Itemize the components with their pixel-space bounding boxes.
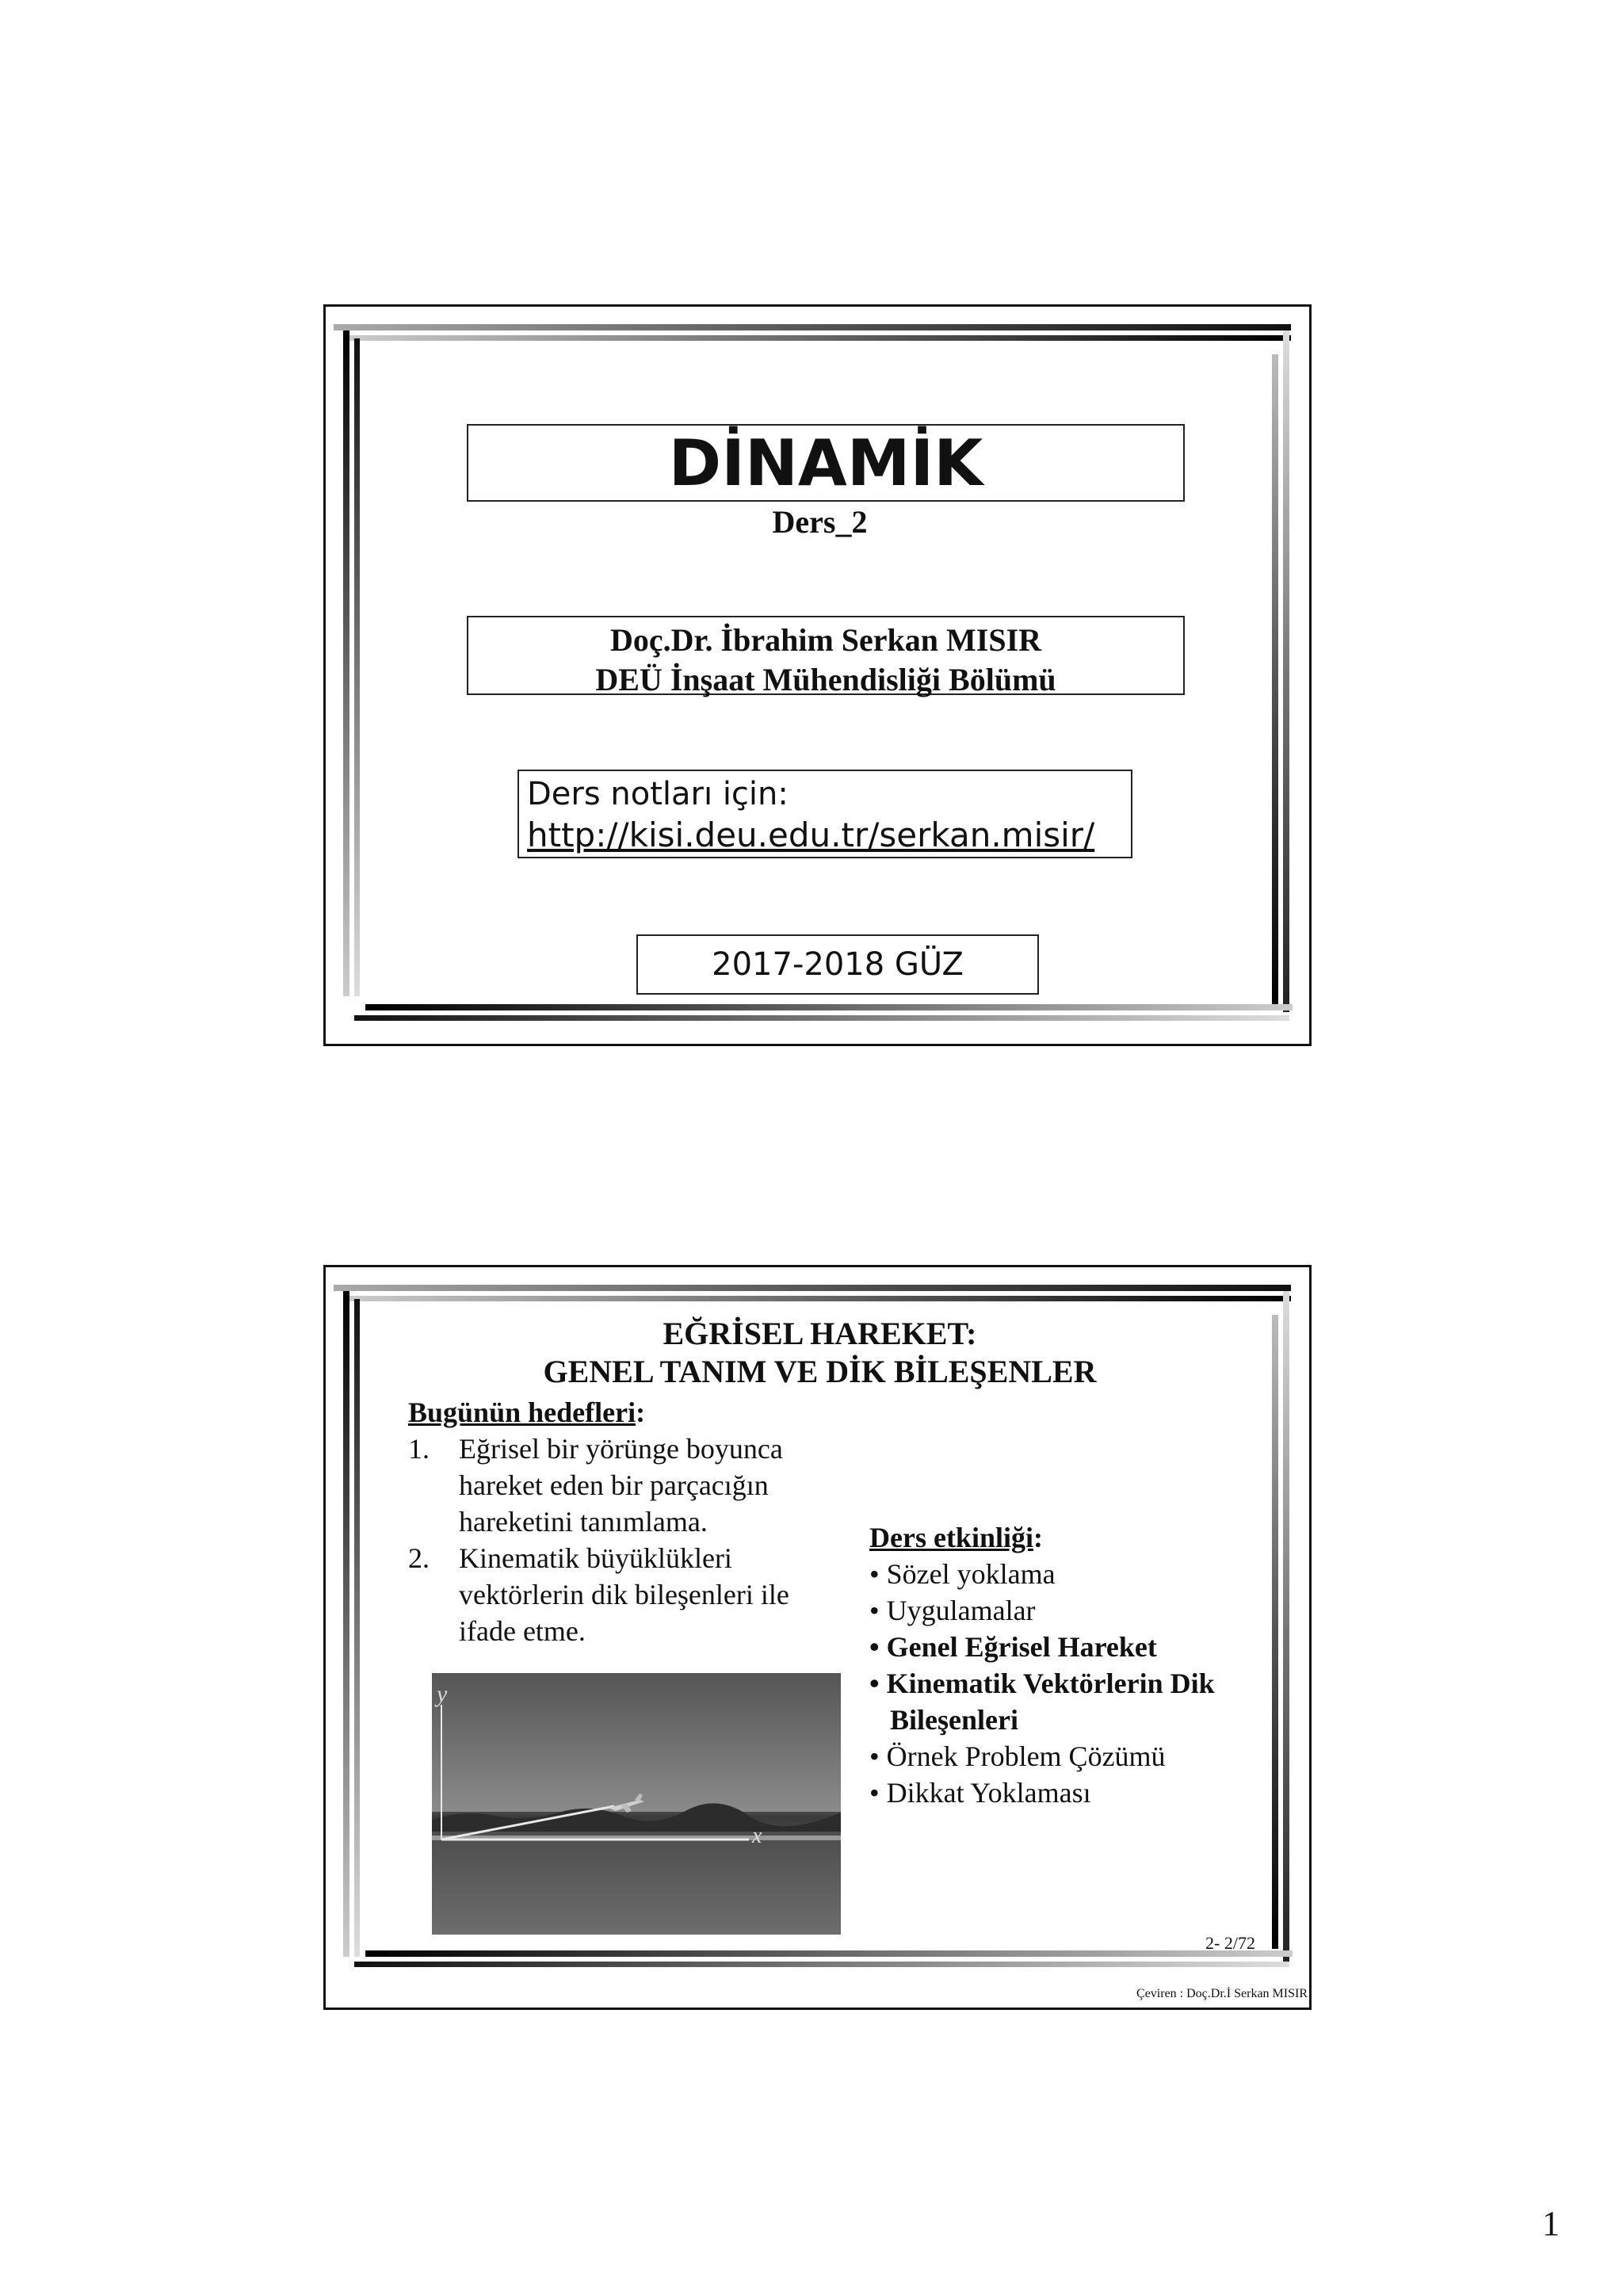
activity-item: • Örnek Problem Çözümü <box>869 1740 1166 1772</box>
frame-bar-left-1 <box>343 1291 349 1957</box>
frame-bar-right-2 <box>1283 1291 1289 1965</box>
title-slide <box>323 304 1312 1046</box>
department-name: DEÜ İnşaat Mühendisliği Bölümü <box>595 662 1056 697</box>
frame-bar-bottom-2 <box>354 1962 1289 1967</box>
objective-1 <box>408 1431 820 1540</box>
photo-graphic <box>432 1673 841 1935</box>
notes-box <box>517 770 1132 858</box>
activity-item: • Dikkat Yoklaması <box>869 1777 1091 1809</box>
activity-heading-text: Ders etkinliği <box>869 1522 1033 1553</box>
slide-title-line-2: GENEL TANIM VE DİK BİLEŞENLER <box>543 1354 1097 1389</box>
slide-title-line-1: EĞRİSEL HAREKET: <box>663 1316 977 1351</box>
notes-label: Ders notları için: <box>527 776 789 812</box>
objectives-heading-text: Bugünün hedefleri <box>408 1396 636 1428</box>
term-box <box>636 934 1039 995</box>
notes-link[interactable]: http://kisi.deu.edu.tr/serkan.misir/ <box>527 816 1095 854</box>
airplane-takeoff-photo <box>432 1673 841 1935</box>
activity-heading-colon: : <box>1033 1522 1043 1553</box>
objectives-heading <box>408 1394 645 1431</box>
objective-1-line-1: Eğrisel bir yörünge boyunca <box>459 1433 783 1465</box>
frame-bar-left-1 <box>343 330 349 996</box>
frame-bar-bottom-1 <box>365 1950 1293 1957</box>
axis-label-x: x <box>752 1824 762 1848</box>
objective-2-line-1: Kinematik büyüklükleri <box>459 1542 732 1574</box>
frame-bar-bottom-2 <box>354 1015 1289 1021</box>
objective-2-line-3: ifade etme. <box>459 1615 586 1647</box>
frame-bar-top-1 <box>334 1285 1291 1291</box>
objective-1-line-2: hareket eden bir parçacığın <box>459 1469 769 1501</box>
translator-credit: Çeviren : Doç.Dr.İ Serkan MISIR <box>1136 1987 1308 2000</box>
activity-item: Bileşenleri <box>890 1704 1018 1736</box>
activity-item: • Genel Eğrisel Hareket <box>869 1631 1157 1663</box>
frame-bar-top-1 <box>334 324 1291 330</box>
objectives-slide <box>323 1265 1312 2010</box>
activity-item: • Sözel yoklama <box>869 1558 1056 1590</box>
frame-bar-left-2 <box>354 338 360 996</box>
activity-item: • Uygulamalar <box>869 1595 1036 1626</box>
objectives-heading-colon: : <box>636 1396 646 1428</box>
title-box <box>467 424 1185 502</box>
objective-2-number: 2. <box>408 1542 430 1574</box>
lesson-subtitle: Ders_2 <box>772 504 868 540</box>
objective-2-line-2: vektörlerin dik bileşenleri ile <box>459 1579 789 1610</box>
axis-label-y: y <box>437 1681 448 1707</box>
frame-bar-top-2 <box>343 335 1291 341</box>
objective-2 <box>408 1540 820 1649</box>
activity-heading <box>869 1519 1043 1556</box>
frame-bar-bottom-1 <box>365 1004 1293 1010</box>
activity-item: • Kinematik Vektörlerin Dik <box>869 1668 1215 1699</box>
frame-bar-left-2 <box>354 1299 360 1957</box>
term-label: 2017-2018 GÜZ <box>712 946 964 983</box>
objective-1-line-3: hareketini tanımlama. <box>459 1506 708 1538</box>
frame-bar-top-2 <box>343 1296 1291 1301</box>
frame-bar-right-2 <box>1283 330 1289 1012</box>
activity-list <box>869 1556 1281 1811</box>
page-number: 1 <box>1542 2204 1560 2243</box>
slide-number: 2- 2/72 <box>1205 1933 1255 1953</box>
frame-bar-right-1 <box>1272 354 1278 1004</box>
author-name: Doç.Dr. İbrahim Serkan MISIR <box>609 622 1042 658</box>
slide-title: DİNAMİK <box>668 426 983 500</box>
objective-1-number: 1. <box>408 1433 430 1465</box>
author-box <box>467 616 1185 695</box>
